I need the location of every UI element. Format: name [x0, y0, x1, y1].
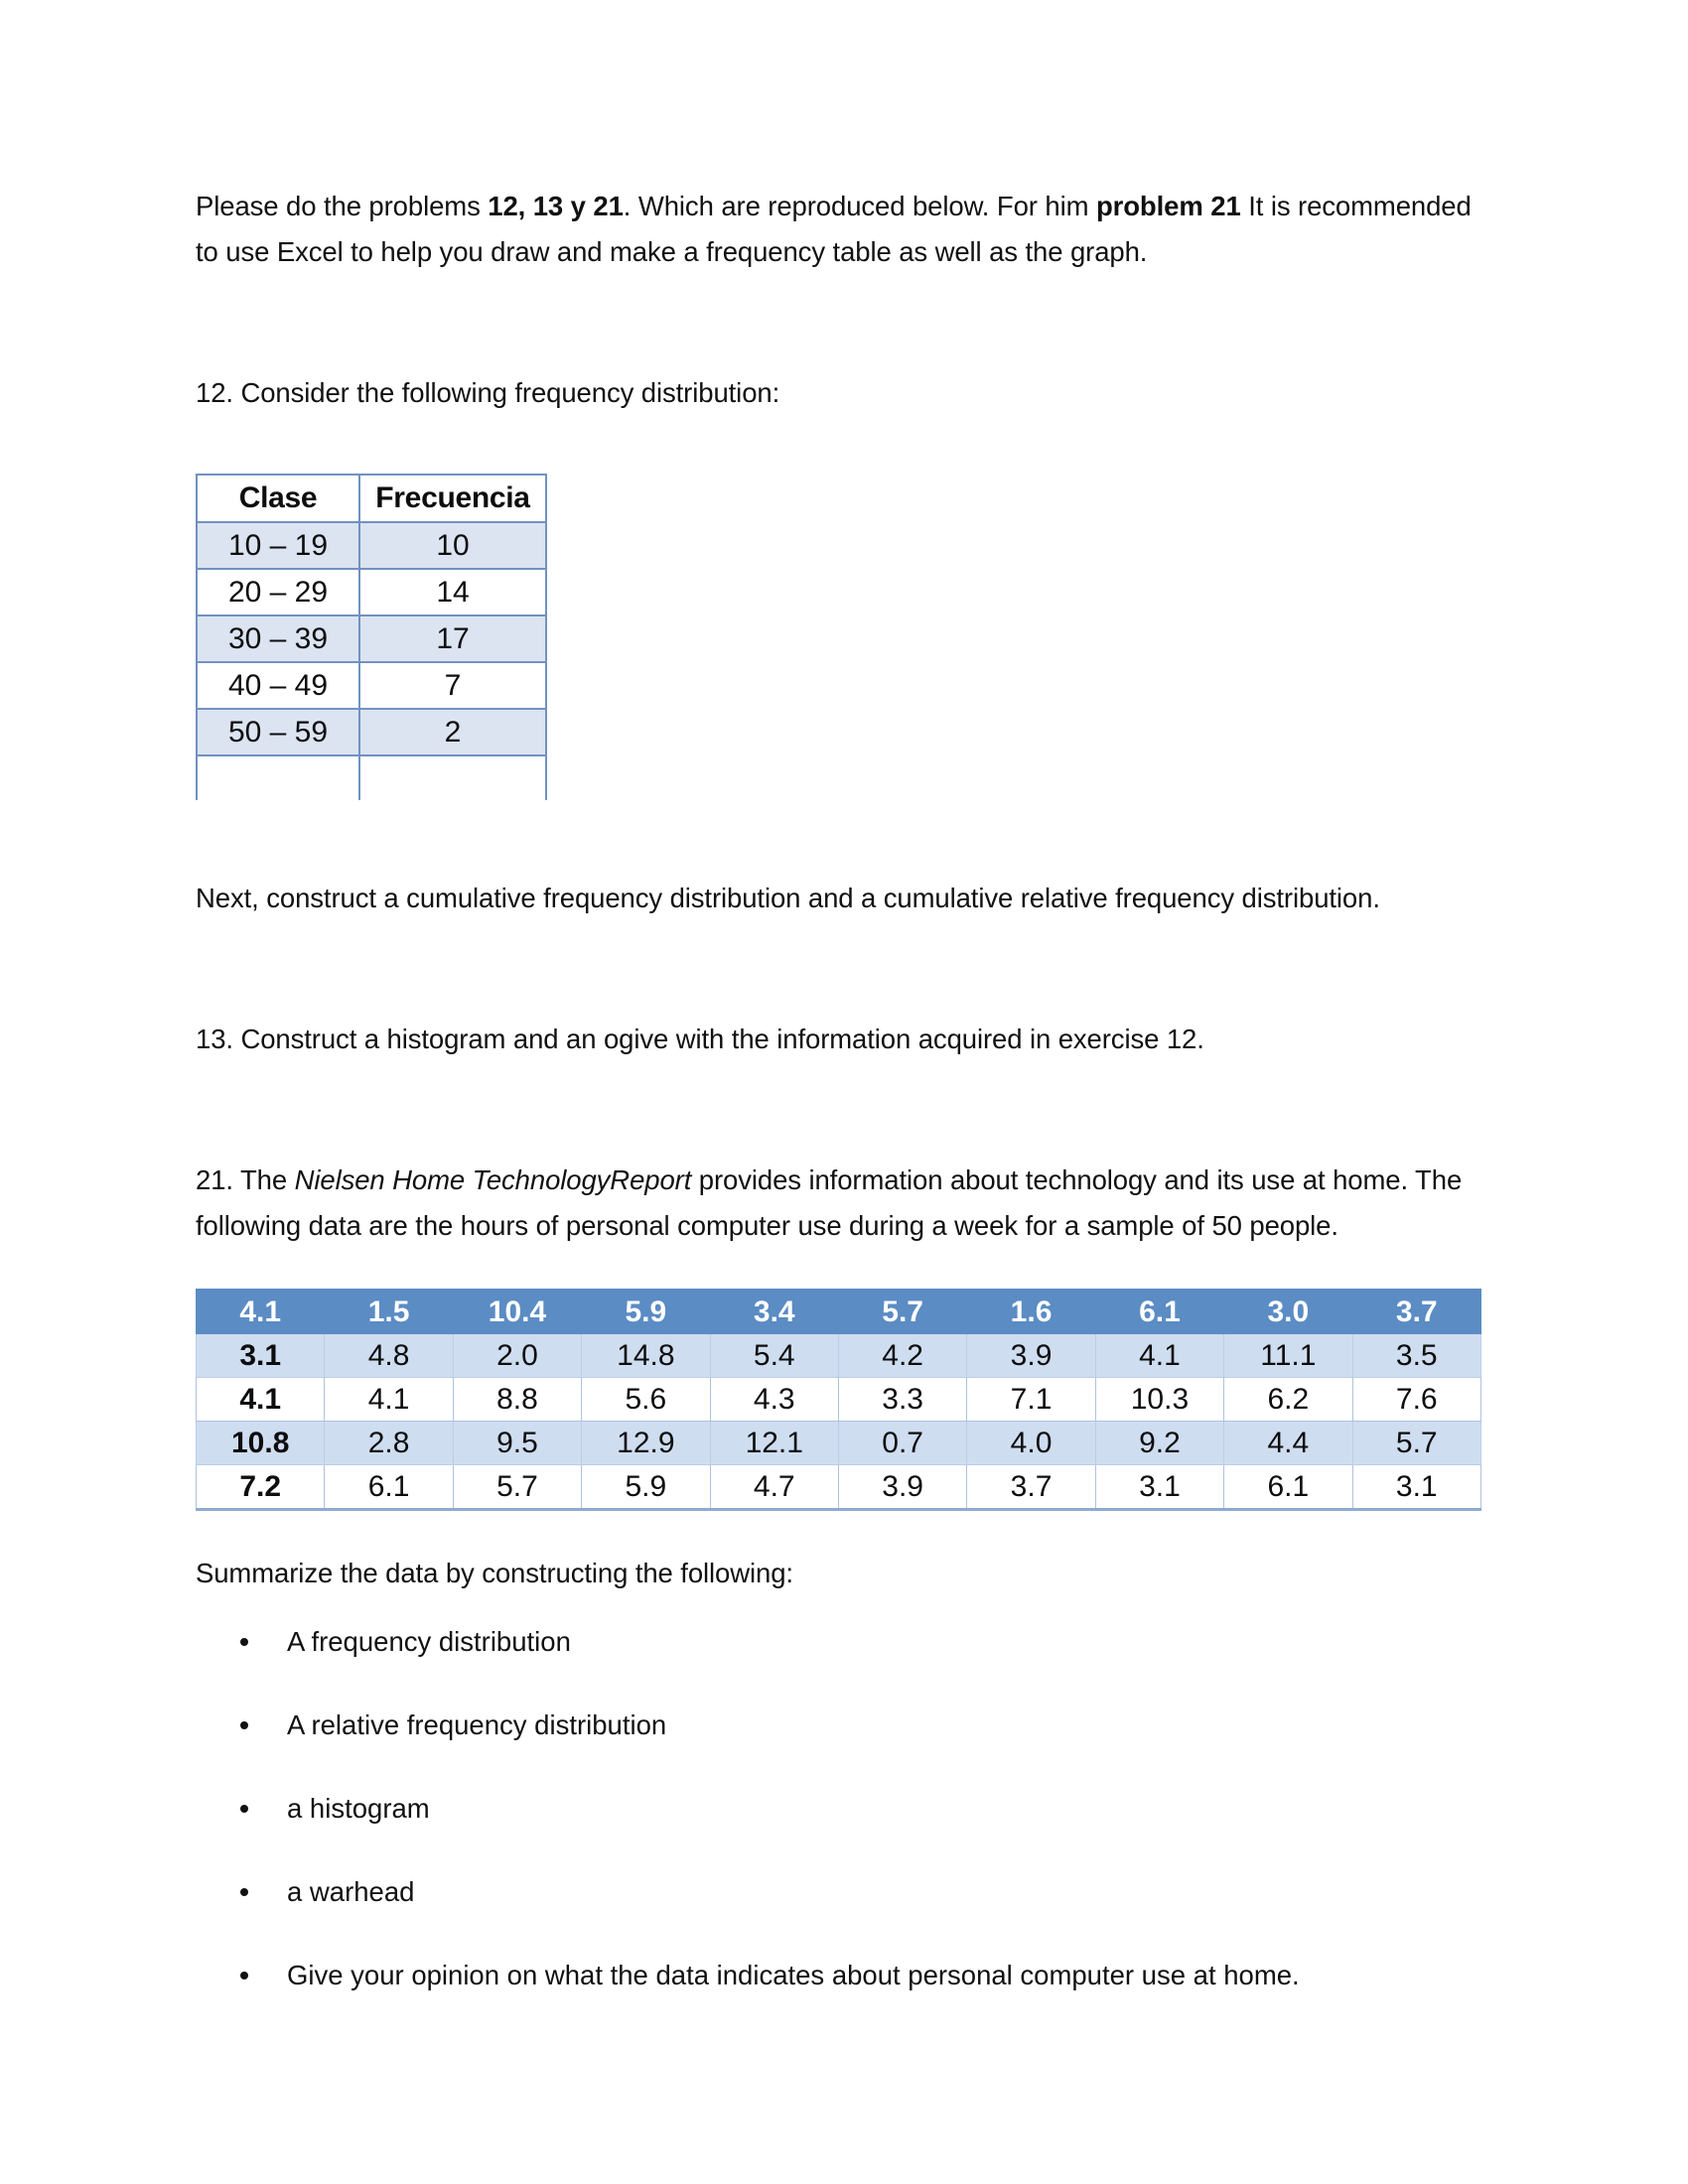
data-cell: 7.6: [1352, 1378, 1480, 1422]
data-cell: 5.7: [838, 1290, 966, 1334]
data-cell: 6.2: [1224, 1378, 1352, 1422]
spacer: [196, 800, 1499, 876]
table-row: [197, 709, 546, 755]
bullet-dot-icon: [240, 1638, 248, 1646]
data-cell: 12.9: [582, 1422, 710, 1465]
data-cell: 8.8: [453, 1378, 581, 1422]
column-header-clase: Clase: [197, 475, 359, 522]
data-cell: 10.3: [1095, 1378, 1223, 1422]
data-cell: 2.8: [325, 1422, 453, 1465]
list-item: [196, 1872, 1499, 1912]
data-cell: 3.9: [967, 1334, 1095, 1378]
data-cell: 6.1: [325, 1465, 453, 1510]
list-item-label: a warhead: [287, 1876, 415, 1907]
data-cell: 4.8: [325, 1334, 453, 1378]
table-row: [197, 662, 546, 709]
data-cell: 12.1: [710, 1422, 838, 1465]
list-item-label: A relative frequency distribution: [287, 1709, 667, 1740]
computer-use-data-table: [196, 1289, 1481, 1511]
data-cell: 4.0: [967, 1422, 1095, 1465]
data-cell: 2.0: [453, 1334, 581, 1378]
data-cell: 3.1: [1352, 1465, 1480, 1510]
data-cell: 3.0: [1224, 1290, 1352, 1334]
data-cell: 10.4: [453, 1290, 581, 1334]
data-cell: 3.7: [967, 1465, 1095, 1510]
data-cell: 1.6: [967, 1290, 1095, 1334]
problem-12-followup: Next, construct a cumulative frequency distribution and a cumulative relative frequency distribution.: [196, 883, 1380, 913]
data-cell: 3.5: [1352, 1334, 1480, 1378]
table-row: [197, 1378, 1481, 1422]
list-item-label: Give your opinion on what the data indicates about personal computer use at home.: [287, 1960, 1300, 1990]
list-item-label: a histogram: [287, 1793, 430, 1824]
data-cell: 3.7: [1352, 1290, 1480, 1334]
list-item: [196, 1789, 1499, 1829]
table-row-empty: [197, 755, 546, 800]
list-item: [196, 1622, 1499, 1662]
data-cell: 1.5: [325, 1290, 453, 1334]
data-cell: 3.3: [838, 1378, 966, 1422]
frequency-table-container: [196, 474, 1499, 800]
spacer: [196, 1596, 1499, 1622]
data-cell: 6.1: [1095, 1290, 1223, 1334]
data-cell: 3.1: [1095, 1465, 1223, 1510]
table-row: [197, 1465, 1481, 1510]
intro-bold-problems: 12, 13 y 21: [488, 191, 624, 221]
data-cell: 7.1: [967, 1378, 1095, 1422]
list-item-label: A frequency distribution: [287, 1626, 571, 1657]
table-row: [197, 1290, 1481, 1334]
table-row: [197, 569, 546, 615]
problem-21-suffix: provides information about technology and its use at home. The following data are the hours of personal computer use during a week for a sample of 50 people.: [196, 1164, 1463, 1241]
cell-frecuencia: 10: [359, 522, 546, 569]
cell-clase: 40 – 49: [197, 662, 359, 709]
cell-frecuencia: 17: [359, 615, 546, 662]
bullet-dot-icon: [240, 1888, 248, 1896]
data-cell: 9.2: [1095, 1422, 1223, 1465]
data-cell: 10.8: [197, 1422, 325, 1465]
bullet-dot-icon: [240, 1972, 248, 1979]
data-cell: 14.8: [582, 1334, 710, 1378]
intro-paragraph: [196, 184, 1486, 275]
spacer: [196, 921, 1499, 1017]
data-cell: 5.9: [582, 1465, 710, 1510]
table-row: [197, 615, 546, 662]
data-cell: 5.7: [453, 1465, 581, 1510]
data-cell: 6.1: [1224, 1465, 1352, 1510]
intro-bold-problem21: problem 21: [1095, 191, 1241, 221]
data-cell: 11.1: [1224, 1334, 1352, 1378]
cell-clase: 30 – 39: [197, 615, 359, 662]
frequency-table: [196, 474, 547, 800]
data-cell: 4.1: [197, 1378, 325, 1422]
spacer: [196, 1249, 1499, 1289]
summarize-instruction: Summarize the data by constructing the following:: [196, 1558, 793, 1588]
data-cell: 5.4: [710, 1334, 838, 1378]
problem-21-prompt: [196, 1158, 1486, 1249]
table-row: [197, 522, 546, 569]
data-cell: 3.9: [838, 1465, 966, 1510]
data-cell: 4.1: [197, 1290, 325, 1334]
table-header-row: [197, 475, 546, 522]
column-header-frecuencia: Frecuencia: [359, 475, 546, 522]
cell-frecuencia-empty: [359, 755, 546, 800]
data-cell: 4.2: [838, 1334, 966, 1378]
list-item: [196, 1706, 1499, 1745]
table-row: [197, 1334, 1481, 1378]
problem-21-prefix: 21. The: [196, 1164, 295, 1195]
intro-prefix: Please do the problems: [196, 191, 489, 221]
list-item: [196, 1956, 1499, 1995]
spacer: [196, 275, 1499, 370]
problem-13-prompt: 13. Construct a histogram and an ogive with the information acquired in exercise 12.: [196, 1024, 1204, 1054]
data-cell: 4.3: [710, 1378, 838, 1422]
data-cell: 4.4: [1224, 1422, 1352, 1465]
data-cell: 5.7: [1352, 1422, 1480, 1465]
data-cell: 4.7: [710, 1465, 838, 1510]
problem-21-source-italic: Nielsen Home TechnologyReport: [294, 1164, 692, 1195]
data-cell: 4.1: [1095, 1334, 1223, 1378]
data-cell: 0.7: [838, 1422, 966, 1465]
data-cell: 3.4: [710, 1290, 838, 1334]
cell-clase: 20 – 29: [197, 569, 359, 615]
problem-12-prompt: 12. Consider the following frequency distribution:: [196, 377, 780, 408]
cell-frecuencia: 7: [359, 662, 546, 709]
spacer: [196, 1062, 1499, 1158]
spacer: [196, 1511, 1499, 1551]
intro-suffix: It is recommended to use Excel to help you draw and make a frequency table as well as the graph.: [196, 191, 1472, 267]
cell-clase: 10 – 19: [197, 522, 359, 569]
summarize-bullet-list: [196, 1622, 1499, 1995]
table-row: [197, 1422, 1481, 1465]
data-cell: 3.1: [197, 1334, 325, 1378]
spacer: [196, 416, 1499, 474]
bullet-dot-icon: [240, 1805, 248, 1813]
cell-clase: 50 – 59: [197, 709, 359, 755]
data-cell: 7.2: [197, 1465, 325, 1510]
data-cell: 4.1: [325, 1378, 453, 1422]
cell-frecuencia: 2: [359, 709, 546, 755]
data-cell: 9.5: [453, 1422, 581, 1465]
data-cell: 5.9: [582, 1290, 710, 1334]
intro-middle: . Which are reproduced below. For him: [623, 191, 1096, 221]
cell-clase-empty: [197, 755, 359, 800]
cell-frecuencia: 14: [359, 569, 546, 615]
bullet-dot-icon: [240, 1721, 248, 1729]
data-cell: 5.6: [582, 1378, 710, 1422]
